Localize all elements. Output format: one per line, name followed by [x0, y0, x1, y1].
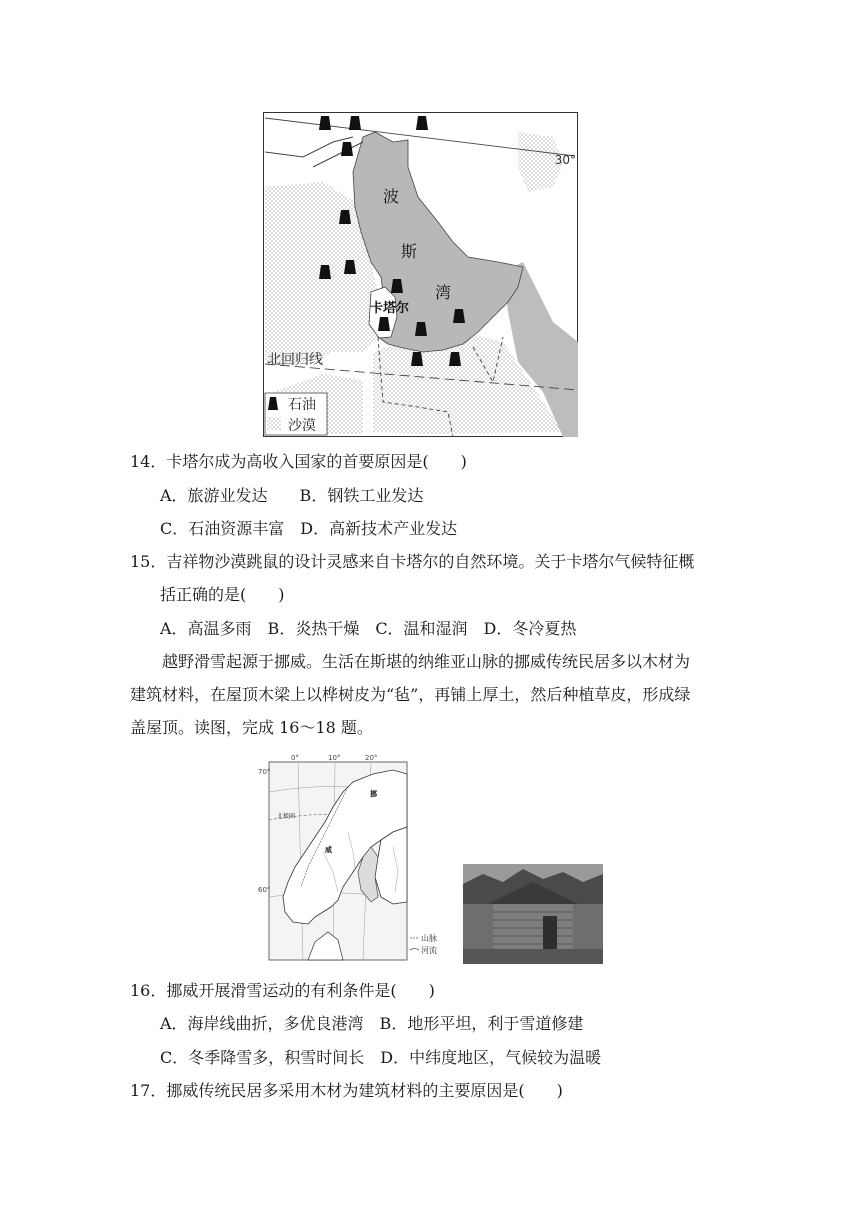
question-15-stem-line1: 15．吉祥物沙漠跳鼠的设计灵感来自卡塔尔的自然环境。关于卡塔尔气候特征概: [130, 552, 695, 571]
passage-line-2: 建筑材料，在屋顶木梁上以桦树皮为“毡”，再铺上厚土，然后种植草皮，形成绿: [130, 685, 691, 704]
gulf-label-3: 湾: [435, 283, 452, 302]
oil-icon: [319, 265, 331, 279]
oil-icon: [378, 317, 390, 331]
lon-label: 10°: [328, 754, 341, 762]
scandinavia-map: [253, 752, 468, 964]
map1-legend: [265, 393, 327, 435]
persian-gulf-map: [263, 112, 578, 437]
norway-label: 挪: [370, 790, 377, 798]
gulf-label-1: 波: [383, 187, 400, 206]
legend-river-label: 河流: [421, 946, 437, 955]
legend-desert-label: 沙漠: [288, 418, 316, 434]
oil-icon: [391, 279, 403, 293]
norwegian-house-photo: [463, 864, 603, 964]
question-15-options: A．高温多雨 B．炎热干燥 C．温和湿润 D．冬冷夏热: [160, 619, 577, 638]
oil-icon: [449, 352, 461, 366]
question-14-stem: 14．卡塔尔成为高收入国家的首要原因是( ): [130, 452, 467, 471]
question-14-options-ab: A．旅游业发达 B．钢铁工业发达: [160, 486, 424, 505]
oil-icon: [344, 260, 356, 274]
lat-70-label: 70°: [258, 768, 271, 776]
oil-icon: [349, 116, 361, 130]
passage-line-3: 盖屋顶。读图，完成 16～18 题。: [130, 718, 373, 737]
passage-line-1: 越野滑雪起源于挪威。生活在斯堪的纳维亚山脉的挪威传统民居多以木材为: [162, 652, 691, 671]
legend-oil-label: 石油: [288, 397, 316, 413]
oil-icon: [339, 210, 351, 224]
qatar-label: 卡塔尔: [370, 301, 410, 316]
gulf-label-2: 斯: [401, 242, 418, 261]
map2-legend: [410, 933, 437, 955]
norway-label-2: 威: [325, 846, 332, 854]
oil-icon: [416, 116, 428, 130]
question-15-stem-line2: 括正确的是( ): [160, 585, 285, 604]
arctic-circle-label: 北极圈: [277, 813, 296, 820]
question-16-stem: 16．挪威开展滑雪运动的有利条件是( ): [130, 981, 435, 1000]
lon-label: 0°: [291, 754, 299, 762]
lon-label: 20°: [365, 754, 378, 762]
question-16-options-ab: A．海岸线曲折，多优良港湾 B．地形平坦，利于雪道修建: [160, 1014, 584, 1033]
oil-icon: [453, 309, 465, 323]
question-16-options-cd: C．冬季降雪多，积雪时间长 D．中纬度地区，气候较为温暖: [160, 1048, 602, 1067]
question-17-stem: 17．挪威传统民居多采用木材为建筑材料的主要原因是( ): [130, 1081, 563, 1100]
tropic-label: 北回归线: [267, 352, 323, 368]
lat-30-label: 30°: [554, 153, 576, 167]
oil-icon: [341, 142, 353, 156]
oil-icon: [415, 322, 427, 336]
oil-icon: [411, 352, 423, 366]
legend-mountain-label: 山脉: [421, 934, 437, 943]
oil-icon: [319, 116, 331, 130]
question-14-options-cd: C．石油资源丰富 D．高新技术产业发达: [160, 519, 458, 538]
lat-60-label: 60°: [258, 886, 271, 894]
